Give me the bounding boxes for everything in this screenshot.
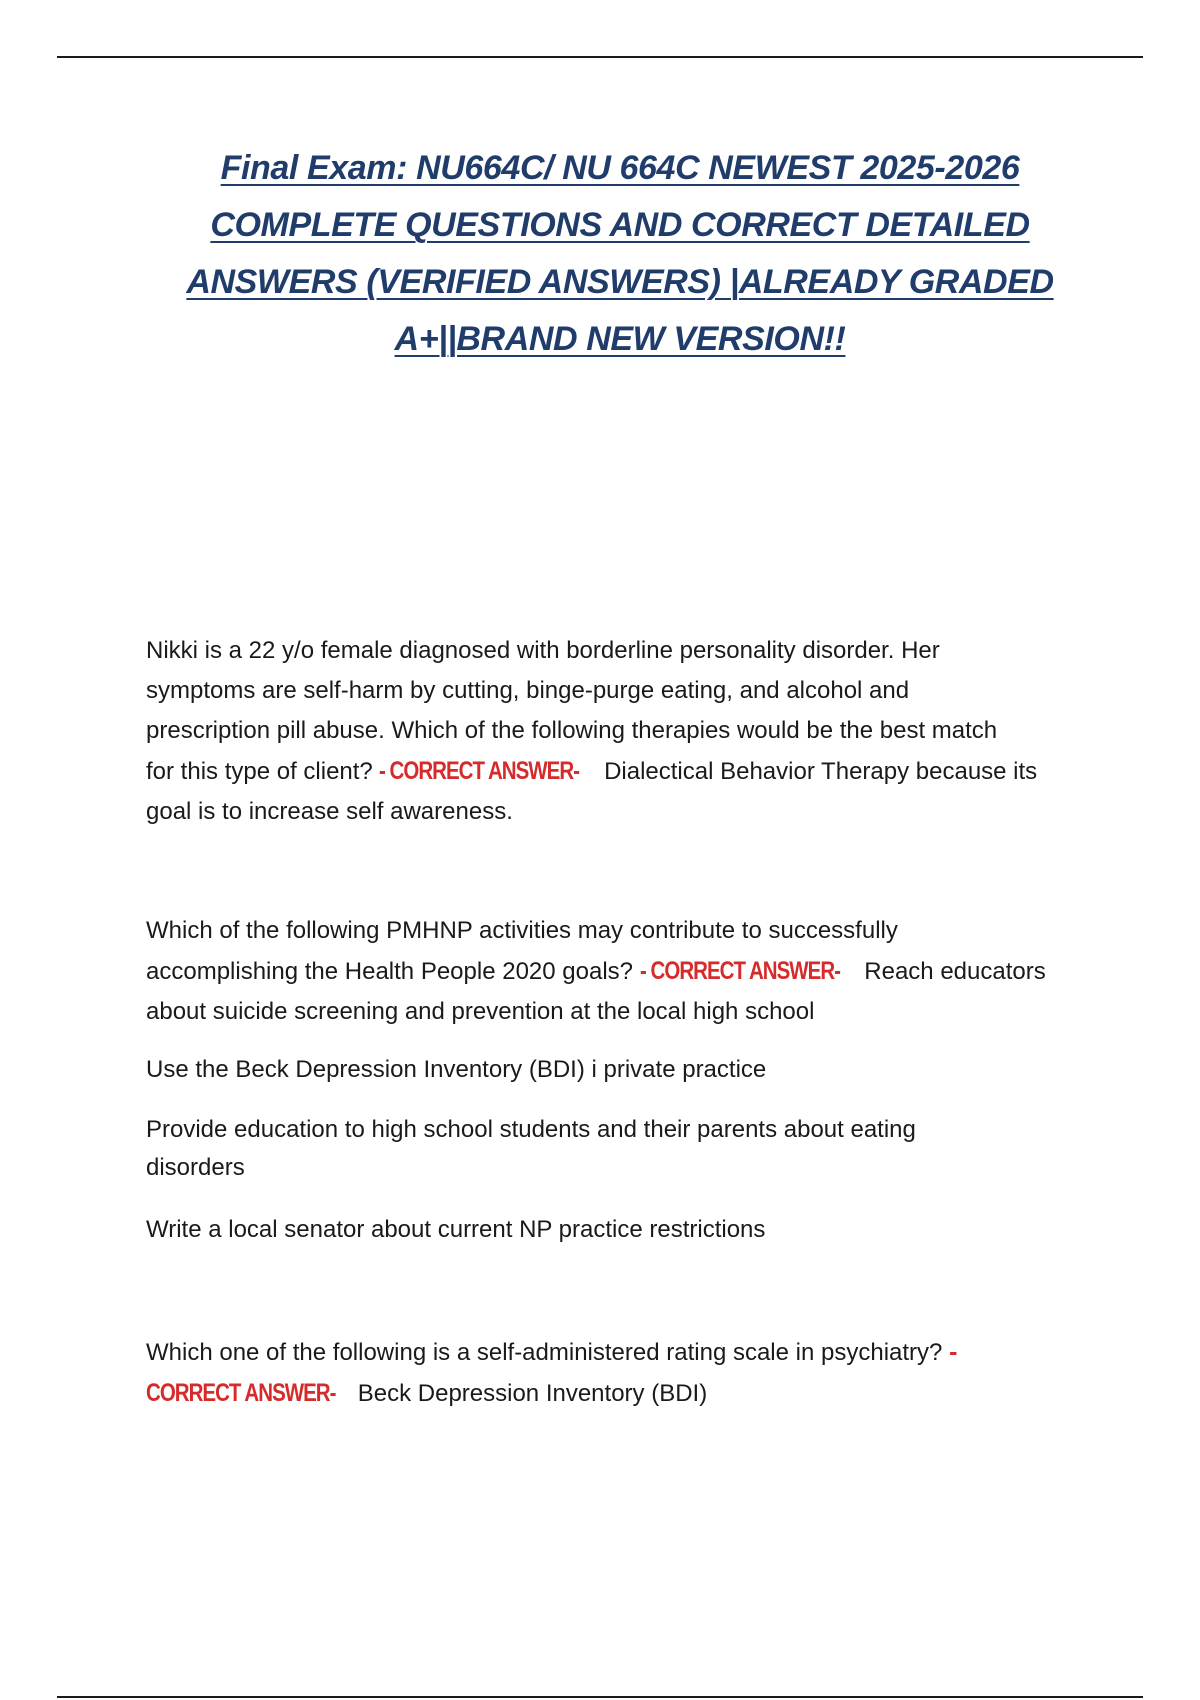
question-2-option-2 — [146, 1111, 1096, 1187]
question-2 — [146, 911, 1096, 1032]
question-2-option-2-line-1: Provide education to high school students and their parents about eating — [146, 1116, 916, 1143]
question-1-line-2: symptoms are self-harm by cutting, binge-purge eating, and alcohol and — [146, 677, 910, 704]
header-rule — [57, 56, 1143, 58]
correct-answer-label: - CORRECT ANSWER- — [379, 757, 580, 785]
answer-dash: - — [949, 1338, 958, 1366]
question-1-answer-tail: goal is to increase self awareness. — [146, 798, 513, 825]
document-title — [120, 140, 1120, 368]
question-2-answer: Reach educators — [864, 958, 1046, 985]
question-2-option-1: Use the Beck Depression Inventory (BDI) i private practice — [146, 1056, 767, 1083]
question-3-line-1 — [146, 1332, 1096, 1373]
question-3-answer: Beck Depression Inventory (BDI) — [357, 1380, 708, 1407]
question-3 — [146, 1332, 1096, 1414]
question-1-answer: Dialectical Behavior Therapy because its — [604, 758, 1038, 785]
question-1-line-1: Nikki is a 22 y/o female diagnosed with borderline personality disorder. Her — [146, 637, 940, 664]
question-1 — [146, 631, 1096, 832]
question-1-pre-answer: for this type of client? — [146, 758, 373, 785]
question-1-line-4 — [146, 751, 1096, 792]
question-2-answer-tail: about suicide screening and prevention at the local high school — [146, 998, 815, 1025]
question-2-option-2-line-2: disorders — [146, 1154, 245, 1181]
correct-answer-label: CORRECT ANSWER- — [146, 1379, 336, 1407]
footer-rule — [57, 1696, 1143, 1698]
title-line-4: A+||BRAND NEW VERSION!! — [394, 320, 846, 358]
title-line-1: Final Exam: NU664C/ NU 664C NEWEST 2025-2026 — [220, 149, 1020, 187]
question-2-line-2 — [146, 951, 1096, 992]
correct-answer-label: - CORRECT ANSWER- — [639, 957, 840, 985]
question-1-line-3: prescription pill abuse. Which of the following therapies would be the best match — [146, 717, 998, 744]
question-2-option-3: Write a local senator about current NP practice restrictions — [146, 1216, 766, 1243]
question-2-line-1: Which of the following PMHNP activities may contribute to successfully — [146, 917, 898, 944]
question-2-pre-answer: accomplishing the Health People 2020 goals? — [146, 958, 633, 985]
question-3-text: Which one of the following is a self-administered rating scale in psychiatry? — [146, 1339, 943, 1366]
title-line-3: ANSWERS (VERIFIED ANSWERS) |ALREADY GRADED — [186, 263, 1054, 301]
title-line-2: COMPLETE QUESTIONS AND CORRECT DETAILED — [210, 206, 1030, 244]
question-3-line-2 — [146, 1373, 1096, 1414]
